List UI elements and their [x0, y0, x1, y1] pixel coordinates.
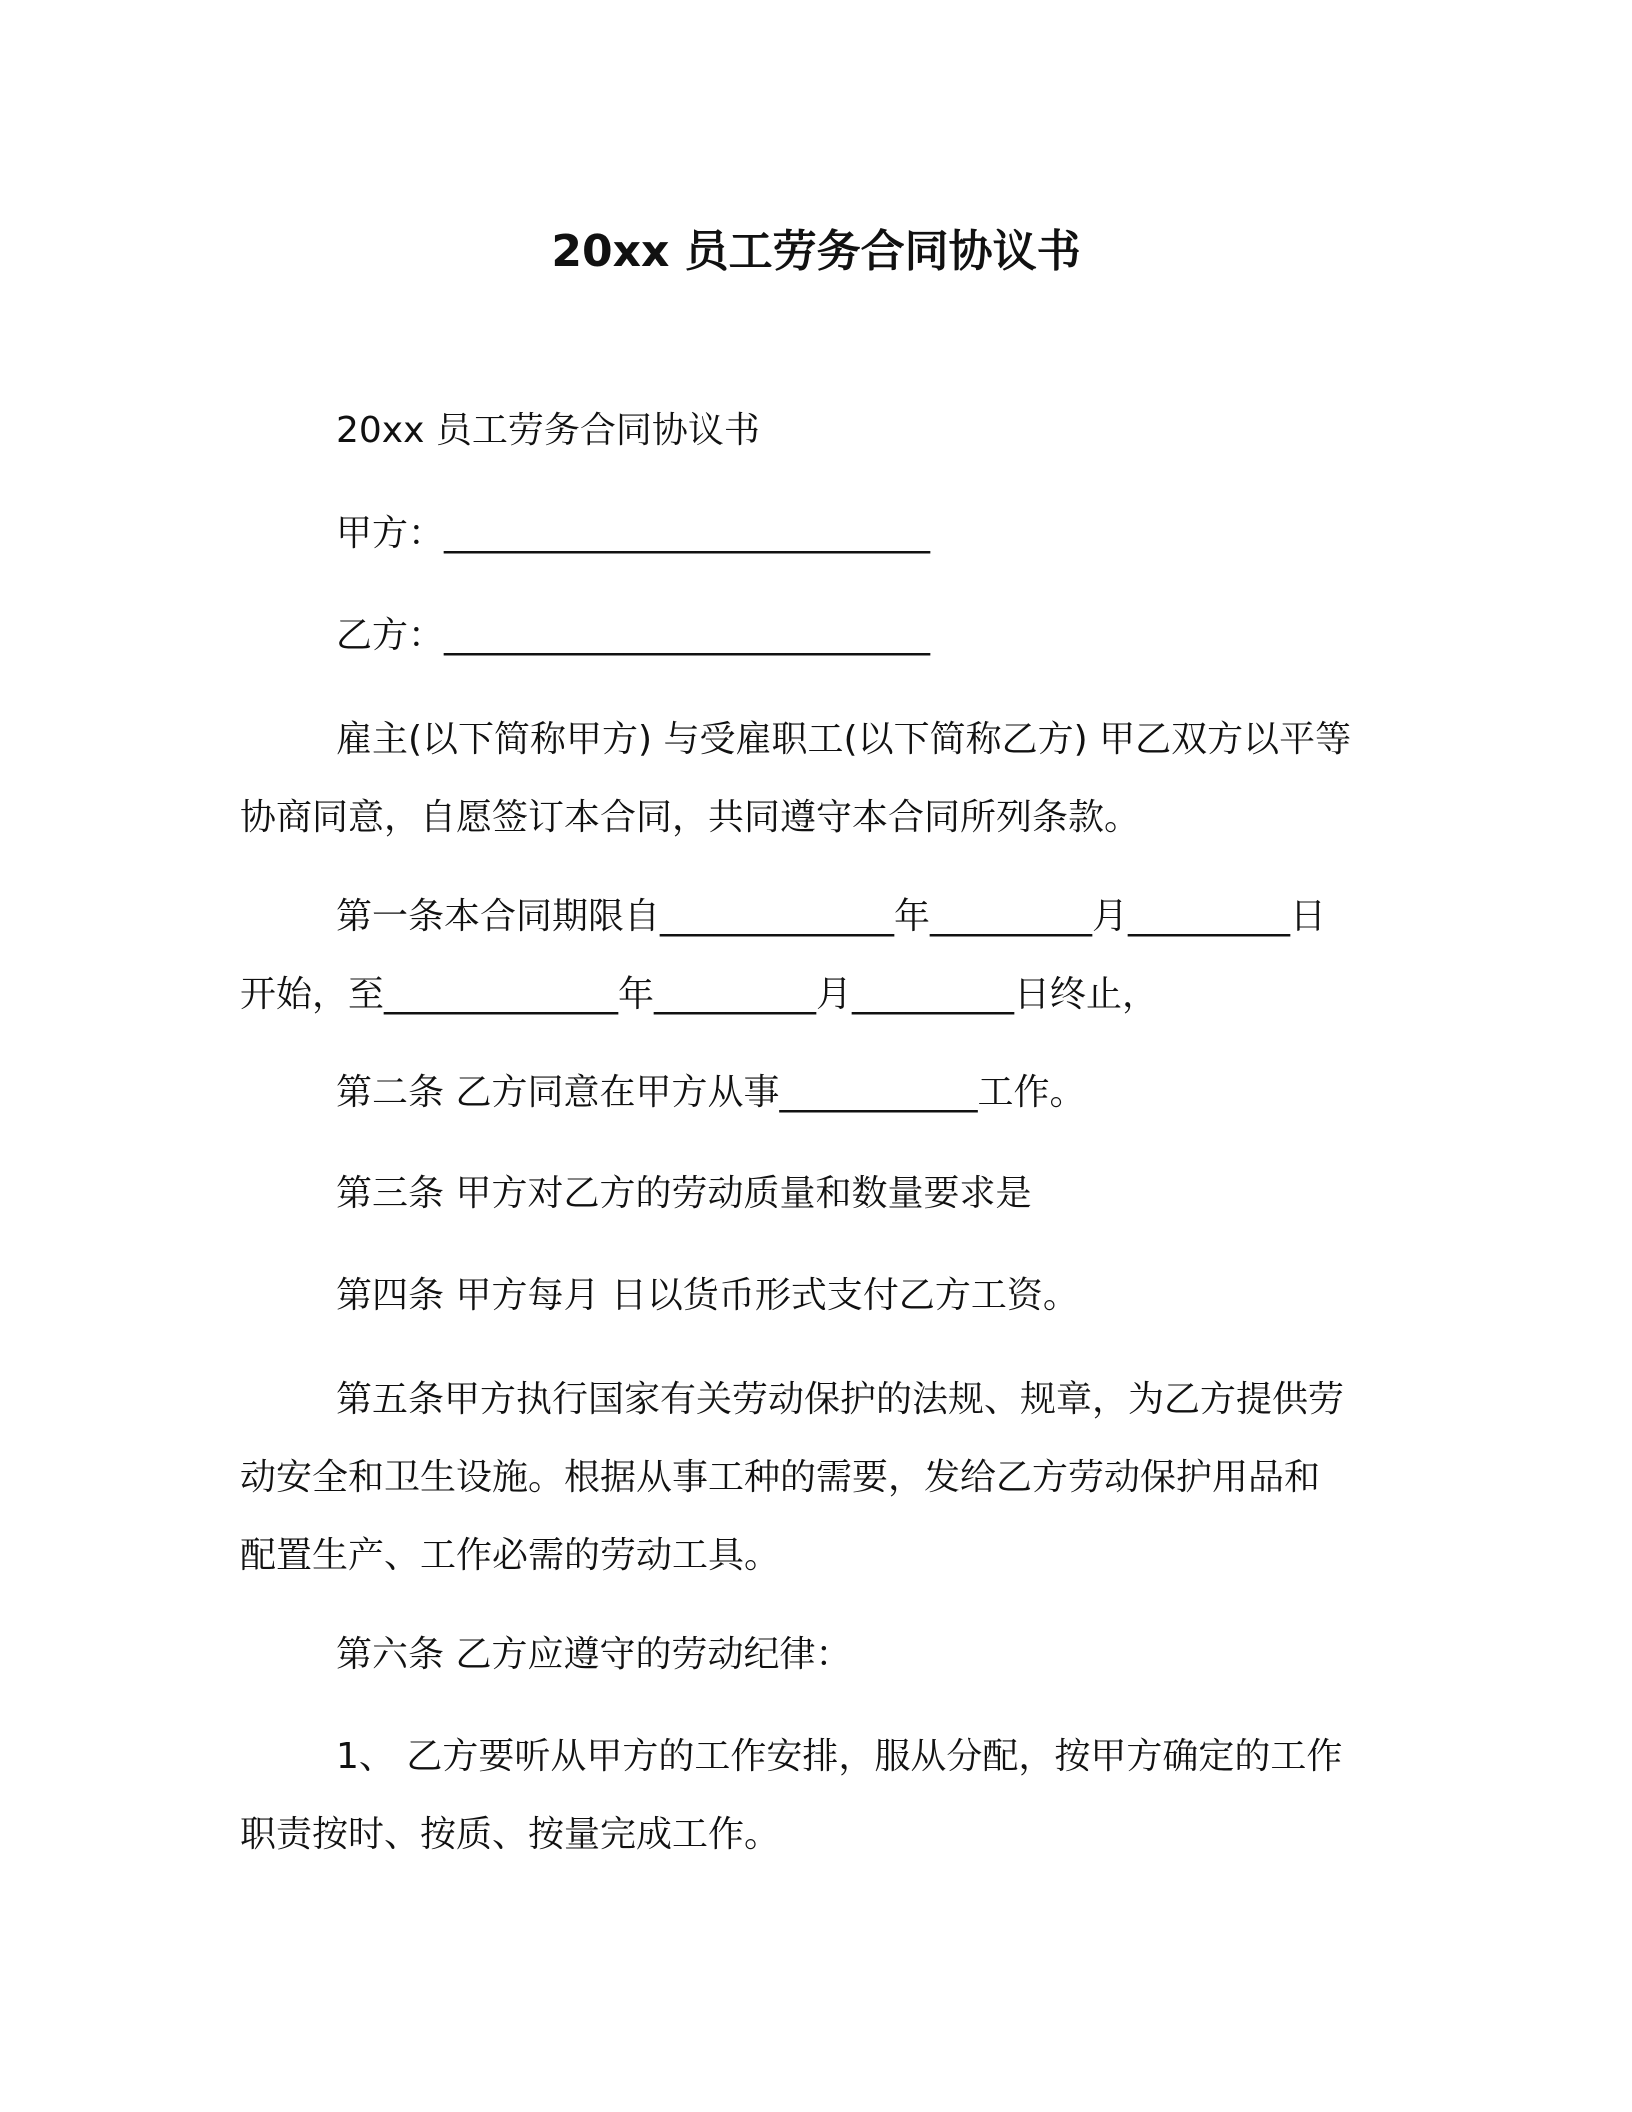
- article-3-paragraph: [240, 1155, 1380, 1233]
- article-4-line-1: 第四条 甲方每月 日以货币形式支付乙方工资。: [336, 1275, 1079, 1316]
- rule-1-paragraph: [240, 1718, 1380, 1874]
- document-title: 20xx 员工劳务合同协议书: [551, 226, 1081, 277]
- article-5-line-1: 第五条甲方执行国家有关劳动保护的法规、规章，为乙方提供劳: [336, 1379, 1345, 1420]
- article-1-line-1: 第一条本合同期限自_____________年_________月_________日: [336, 896, 1327, 937]
- subtitle-paragraph: [240, 392, 1380, 470]
- article-1-paragraph: [240, 878, 1380, 1034]
- party-b-text: 乙方：___________________________: [336, 615, 931, 656]
- intro-line-1: 雇主(以下简称甲方) 与受雇职工(以下简称乙方) 甲乙双方以平等: [336, 719, 1352, 760]
- article-2-line-1: 第二条 乙方同意在甲方从事___________工作。: [336, 1072, 1086, 1113]
- intro-paragraph: [240, 701, 1380, 857]
- party-a-text: 甲方：___________________________: [336, 513, 931, 554]
- article-5-line-3: 配置生产、工作必需的劳动工具。: [240, 1535, 781, 1576]
- subtitle-line: 20xx 员工劳务合同协议书: [336, 410, 760, 451]
- rule-1-line-2: 职责按时、按质、按量完成工作。: [240, 1814, 781, 1855]
- article-3-line-1: 第三条 甲方对乙方的劳动质量和数量要求是: [336, 1173, 1032, 1214]
- rule-1-line-1: 1、 乙方要听从甲方的工作安排，服从分配，按甲方确定的工作: [336, 1736, 1343, 1777]
- article-6-line-1: 第六条 乙方应遵守的劳动纪律：: [336, 1634, 852, 1675]
- article-4-paragraph: [240, 1257, 1380, 1335]
- article-2-paragraph: [240, 1054, 1380, 1132]
- intro-line-2: 协商同意，自愿签订本合同，共同遵守本合同所列条款。: [240, 797, 1141, 838]
- party-b-line: [240, 597, 1380, 675]
- article-5-line-2: 动安全和卫生设施。根据从事工种的需要，发给乙方劳动保护用品和: [240, 1457, 1321, 1498]
- party-a-line: [240, 495, 1380, 573]
- article-5-paragraph: [240, 1361, 1380, 1595]
- article-1-line-2: 开始，至_____________年_________月_________日终止，: [240, 974, 1159, 1015]
- article-6-paragraph: [240, 1616, 1380, 1694]
